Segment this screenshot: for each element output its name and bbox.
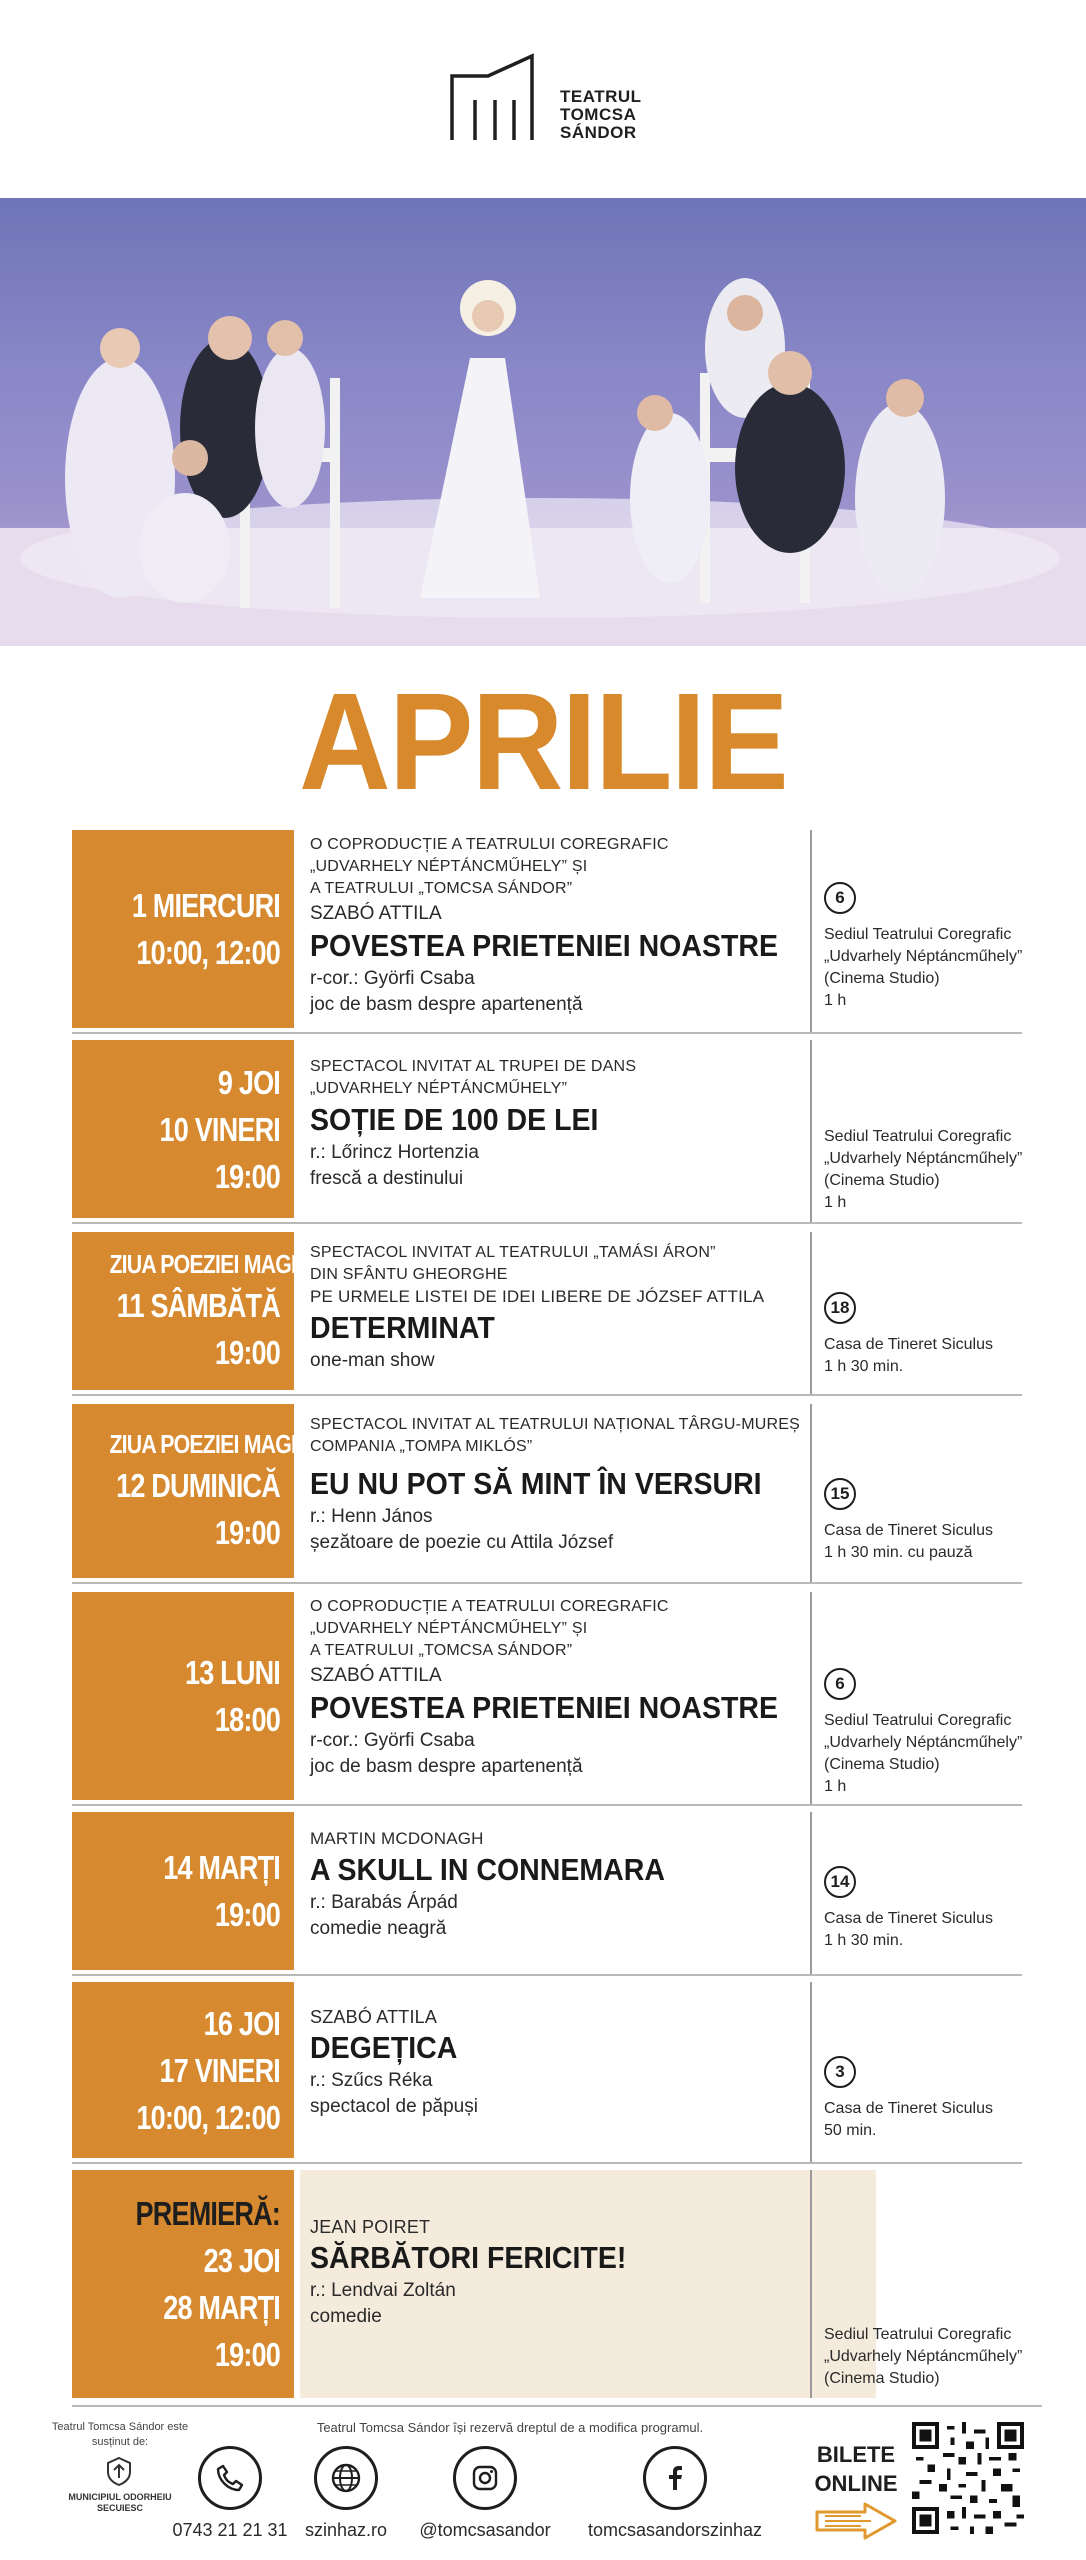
column-divider [810, 1592, 812, 1804]
contact-phone[interactable] [170, 2446, 290, 2541]
event-genre: frescă a destinului [310, 1168, 464, 1189]
theatre-logo-icon [448, 52, 558, 144]
date-box [72, 1404, 354, 1578]
tickets-label-2: ONLINE [814, 2471, 898, 2496]
event-title: POVESTEA PRIETENIEI NOASTRE [310, 928, 779, 963]
event-venue [824, 1292, 1024, 1378]
event-info [300, 1812, 880, 1942]
event-genre: comedie [310, 2306, 382, 2327]
event-date: 1 MIERCURI [131, 887, 280, 924]
globe-icon[interactable] [314, 2446, 378, 2510]
date-box [72, 1982, 294, 2158]
venue-line: Casa de Tineret Siculus [824, 1336, 993, 1353]
venue-line: Casa de Tineret Siculus [824, 2100, 993, 2117]
premiere-label: PREMIERĂ: [135, 2195, 280, 2232]
contact-instagram[interactable] [410, 2446, 560, 2541]
month-title: APRILIE [299, 665, 787, 819]
event-pretitle: DIN SFÂNTU GHEORGHE [310, 1266, 508, 1283]
event-time: 18:00 [214, 1701, 280, 1738]
contact-facebook[interactable] [584, 2446, 766, 2541]
event-title: SOȚIE DE 100 DE LEI [310, 1102, 599, 1137]
event-genre: spectacol de păpuși [310, 2096, 478, 2117]
event-row [72, 1404, 1022, 1584]
theatre-logo [448, 52, 648, 147]
event-row [72, 1812, 1022, 1976]
event-title: SĂRBĂTORI FERICITE! [310, 2240, 627, 2275]
event-pretitle: SPECTACOL INVITAT AL TEATRULUI NAȚIONAL TÂRGU-MUREȘ [310, 1416, 800, 1433]
facebook-icon[interactable] [643, 2446, 707, 2510]
event-row [72, 1040, 1022, 1224]
event-row-premiere [72, 2170, 1022, 2398]
event-pretitle: SPECTACOL INVITAT AL TEATRULUI „TAMÁSI ÁRON” [310, 1244, 716, 1261]
event-venue [824, 1866, 1024, 1952]
venue-line: Sediul Teatrului Coregrafic [824, 2326, 1012, 2343]
event-row [72, 830, 1022, 1034]
event-occasion: ZIUA POEZIEI MAGHIARE [109, 1429, 354, 1459]
event-pretitle: SZABÓ ATTILA [310, 2007, 438, 2027]
event-genre: șezătoare de poezie cu Attila József [310, 1532, 614, 1553]
event-credit: r.: Henn János [310, 1506, 433, 1527]
event-date: 28 MARȚI [163, 2289, 280, 2326]
event-venue [824, 1478, 1024, 1564]
venue-line: Casa de Tineret Siculus [824, 1522, 993, 1539]
venue-line: (Cinema Studio) [824, 1756, 940, 1773]
schedule-disclaimer: Teatrul Tomcsa Sándor își rezervă dreptul de a modifica programul. [316, 2420, 704, 2435]
event-info [300, 1040, 880, 1192]
hero-stage-photo [0, 198, 1086, 646]
event-pretitle: „UDVARHELY NÉPTÁNCMŰHELY” ȘI [310, 1620, 588, 1637]
venue-line: Casa de Tineret Siculus [824, 1910, 993, 1927]
municipality-name: MUNICIPIUL ODORHEIU SECUIESC [68, 2492, 172, 2513]
event-time: 19:00 [214, 1157, 280, 1195]
logo-text [560, 88, 642, 142]
municipality-crest-icon [104, 2456, 134, 2486]
event-duration: 1 h [824, 1778, 847, 1795]
date-box [72, 1812, 294, 1970]
event-pretitle: SPECTACOL INVITAT AL TRUPEI DE DANS [310, 1058, 637, 1075]
event-credit: r-cor.: Györfi Csaba [310, 1730, 475, 1751]
event-info [300, 1982, 880, 2120]
age-rating-badge: 14 [824, 1866, 856, 1898]
event-pretitle: O COPRODUCȚIE A TEATRULUI COREGRAFIC [310, 1598, 669, 1615]
logo-line-1: TEATRUL [560, 87, 642, 106]
date-box [72, 1040, 294, 1218]
column-divider [810, 1232, 812, 1394]
event-venue [824, 2324, 1024, 2390]
phone-icon[interactable] [198, 2446, 262, 2510]
event-date: 14 MARȚI [163, 1849, 280, 1886]
column-divider [810, 1982, 812, 2162]
venue-line: Sediul Teatrului Coregrafic [824, 926, 1012, 943]
event-duration: 1 h 30 min. cu pauză [824, 1544, 973, 1561]
event-date: 9 JOI [217, 1063, 280, 1101]
footer-divider [72, 2405, 1042, 2407]
age-rating-badge: 15 [824, 1478, 856, 1510]
age-rating-badge: 6 [824, 882, 856, 914]
facebook-page: tomcsasandorszinhaz [587, 2520, 763, 2540]
event-date: 10 VINERI [159, 1110, 280, 1148]
age-rating-badge: 6 [824, 1668, 856, 1700]
phone-number: 0743 21 21 31 [172, 2520, 288, 2540]
event-author: SZABÓ ATTILA [310, 1665, 442, 1686]
event-info [300, 830, 880, 1018]
event-pretitle: „UDVARHELY NÉPTÁNCMŰHELY” [310, 1080, 568, 1097]
column-divider [810, 830, 812, 1032]
event-author: SZABÓ ATTILA [310, 903, 442, 924]
event-pretitle: O COPRODUCȚIE A TEATRULUI COREGRAFIC [310, 836, 669, 853]
event-pretitle: COMPANIA „TOMPA MIKLÓS” [310, 1438, 533, 1455]
event-venue [824, 1668, 1024, 1798]
event-time: 19:00 [214, 1896, 280, 1933]
event-pretitle: PE URMELE LISTEI DE IDEI LIBERE DE JÓZSEF ATTILA [310, 1287, 765, 1306]
event-credit: r.: Barabás Árpád [310, 1892, 458, 1913]
event-title: EU NU POT SĂ MINT ÎN VERSURI [310, 1466, 762, 1501]
event-date: 13 LUNI [184, 1654, 280, 1691]
date-box [72, 1592, 294, 1800]
instagram-handle: @tomcsasandor [419, 2520, 551, 2540]
event-date: 11 SÂMBĂTĂ [116, 1287, 281, 1324]
column-divider [810, 2170, 812, 2398]
stage-scene-illustration [0, 198, 1086, 646]
event-time: 19:00 [214, 1514, 280, 1551]
event-info [300, 2170, 876, 2398]
venue-line: „Udvarhely Néptáncműhely” [824, 1734, 1023, 1751]
date-box [72, 2170, 294, 2398]
logo-line-2: TOMCSA [560, 105, 637, 124]
instagram-icon[interactable] [453, 2446, 517, 2510]
event-duration: 1 h 30 min. [824, 1932, 904, 1949]
event-genre: comedie neagră [310, 1918, 447, 1939]
venue-line: „Udvarhely Néptáncműhely” [824, 1150, 1023, 1167]
event-time: 19:00 [214, 1334, 280, 1371]
event-credit: r.: Lőrincz Hortenzia [310, 1142, 479, 1163]
event-pretitle: MARTIN MCDONAGH [310, 1829, 484, 1848]
event-duration: 1 h [824, 1194, 847, 1211]
event-genre: one-man show [310, 1350, 435, 1371]
event-date: 23 JOI [203, 2242, 280, 2279]
event-title: POVESTEA PRIETENIEI NOASTRE [310, 1690, 779, 1725]
event-duration: 50 min. [824, 2122, 877, 2139]
venue-line: Sediul Teatrului Coregrafic [824, 1712, 1012, 1729]
date-box [72, 1232, 354, 1390]
tickets-label-1: BILETE [816, 2442, 896, 2467]
event-venue [824, 2056, 1024, 2142]
column-divider [810, 1812, 812, 1974]
event-date: 16 JOI [203, 2004, 280, 2042]
event-duration: 1 h [824, 992, 847, 1009]
support-text: Teatrul Tomcsa Sándor este susținut de: [51, 2421, 189, 2448]
event-date: 17 VINERI [159, 2051, 280, 2089]
event-row [72, 1592, 1022, 1806]
event-venue [824, 882, 1024, 1012]
date-box [72, 830, 294, 1028]
tickets-qr-code[interactable] [912, 2422, 1024, 2534]
event-info [300, 1232, 880, 1374]
event-pretitle: JEAN POIRET [310, 2217, 431, 2237]
logo-line-3: SÁNDOR [560, 123, 637, 142]
event-date: 12 DUMINICĂ [116, 1467, 280, 1504]
event-pretitle: „UDVARHELY NÉPTÁNCMŰHELY” ȘI [310, 858, 588, 875]
age-rating-badge: 3 [824, 2056, 856, 2088]
event-title: A SKULL IN CONNEMARA [310, 1852, 665, 1887]
venue-line: (Cinema Studio) [824, 1172, 940, 1189]
event-credit: r.: Szűcs Réka [310, 2070, 433, 2091]
event-time: 10:00, 12:00 [136, 934, 280, 971]
event-info [300, 1592, 880, 1780]
column-divider [810, 1404, 812, 1582]
event-credit: r.: Lendvai Zoltán [310, 2280, 456, 2301]
event-info [300, 1404, 880, 1556]
event-occasion: ZIUA POEZIEI MAGHIARE [109, 1249, 354, 1279]
venue-line: „Udvarhely Néptáncműhely” [824, 948, 1023, 965]
event-time: 10:00, 12:00 [136, 2098, 280, 2136]
age-rating-badge: 18 [824, 1292, 856, 1324]
event-row [72, 1232, 1022, 1396]
venue-line: „Udvarhely Néptáncműhely” [824, 2348, 1023, 2365]
event-genre: joc de basm despre apartenență [310, 1756, 583, 1777]
venue-line: (Cinema Studio) [824, 2370, 940, 2387]
event-credit: r-cor.: Györfi Csaba [310, 968, 475, 989]
event-pretitle: A TEATRULUI „TOMCSA SÁNDOR” [310, 1642, 573, 1659]
online-tickets-link[interactable] [808, 2440, 904, 2547]
event-genre: joc de basm despre apartenență [310, 994, 583, 1015]
venue-line: Sediul Teatrului Coregrafic [824, 1128, 1012, 1145]
event-duration: 1 h 30 min. [824, 1358, 904, 1375]
event-row [72, 1982, 1022, 2164]
event-pretitle: A TEATRULUI „TOMCSA SÁNDOR” [310, 880, 573, 897]
venue-line: (Cinema Studio) [824, 970, 940, 987]
event-title: DETERMINAT [310, 1310, 495, 1345]
event-venue [824, 1126, 1024, 1214]
event-title: DEGEȚICA [310, 2030, 458, 2065]
event-time: 19:00 [214, 2336, 280, 2373]
column-divider [810, 1040, 812, 1222]
website-url: szinhaz.ro [304, 2520, 388, 2540]
contact-website[interactable] [296, 2446, 396, 2541]
arrow-right-icon [815, 2502, 897, 2540]
